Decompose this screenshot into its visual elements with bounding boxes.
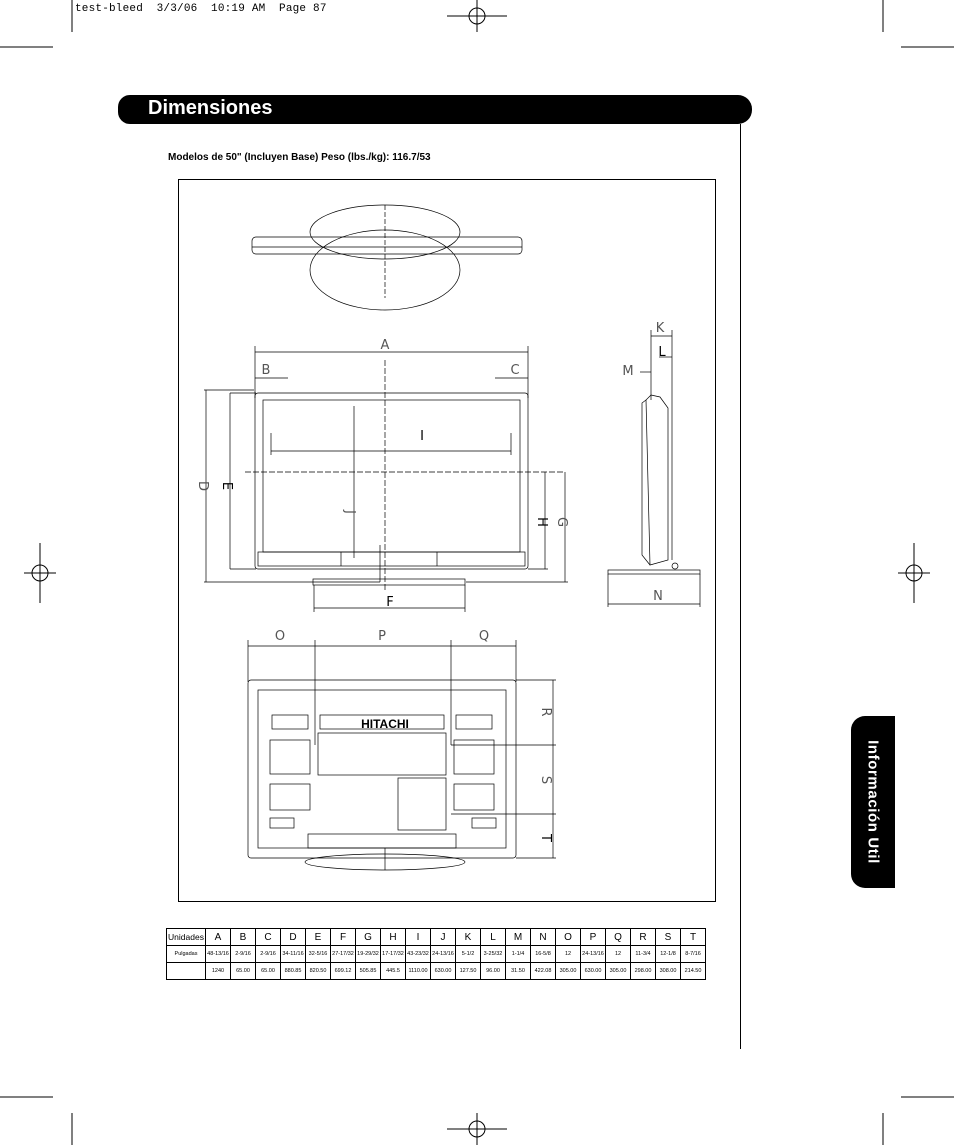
label-N: N	[653, 589, 663, 604]
table-cell: 3-25/32	[481, 946, 506, 963]
table-row-mm	[167, 963, 706, 980]
label-J: J	[342, 510, 357, 514]
table-cell: 127.50	[456, 963, 481, 980]
table-cell: L	[481, 929, 506, 946]
table-cell: O	[556, 929, 581, 946]
side-view-body	[646, 395, 668, 565]
label-F: F	[386, 595, 394, 610]
table-cell: K	[456, 929, 481, 946]
table-row-columns	[167, 929, 706, 946]
table-cell: I	[406, 929, 431, 946]
table-cell: 1-1/4	[506, 946, 531, 963]
table-cell: 8-7/16	[681, 946, 706, 963]
row-header: Unidades	[167, 929, 206, 946]
table-cell: N	[531, 929, 556, 946]
table-cell: 65.00	[231, 963, 256, 980]
table-cell: Q	[606, 929, 631, 946]
row-header	[167, 963, 206, 980]
table-cell: 34-11/16	[281, 946, 306, 963]
table-row-inches	[167, 946, 706, 963]
table-cell: 19-29/32	[356, 946, 381, 963]
table-cell: 505.85	[356, 963, 381, 980]
chapter-tab-label: Información Util	[864, 740, 882, 864]
table-cell: R	[631, 929, 656, 946]
table-cell: 305.00	[606, 963, 631, 980]
front-view-body	[255, 393, 528, 569]
label-B: B	[261, 363, 271, 378]
table-cell: G	[356, 929, 381, 946]
table-cell: J	[431, 929, 456, 946]
table-cell: 48-13/16	[206, 946, 231, 963]
label-L: L	[658, 345, 666, 360]
label-K: K	[655, 321, 665, 336]
table-cell: 214.50	[681, 963, 706, 980]
top-view-body	[252, 237, 522, 254]
table-cell: 1240	[206, 963, 231, 980]
label-H: H	[534, 517, 549, 527]
label-E: E	[219, 481, 234, 491]
table-cell: E	[306, 929, 331, 946]
table-cell: 16-5/8	[531, 946, 556, 963]
table-cell: H	[381, 929, 406, 946]
table-cell: 27-17/32	[331, 946, 356, 963]
table-cell: 1110.00	[406, 963, 431, 980]
table-cell: 31.50	[506, 963, 531, 980]
label-M: M	[622, 364, 634, 379]
label-S: S	[538, 775, 553, 785]
table-cell: F	[331, 929, 356, 946]
table-cell: D	[281, 929, 306, 946]
table-cell: 422.08	[531, 963, 556, 980]
table-cell: 17-17/32	[381, 946, 406, 963]
dimensions-table	[166, 928, 706, 980]
print-slug: test-bleed 3/3/06 10:19 AM Page 87	[75, 3, 327, 15]
rear-view-body	[248, 680, 516, 858]
table-cell: 308.00	[656, 963, 681, 980]
table-cell: 630.00	[581, 963, 606, 980]
table-cell: S	[656, 929, 681, 946]
table-cell: 65.00	[256, 963, 281, 980]
table-cell: 12-1/8	[656, 946, 681, 963]
table-cell: 820.50	[306, 963, 331, 980]
table-cell: 24-13/16	[581, 946, 606, 963]
label-I: I	[420, 429, 424, 444]
table-cell: 699.12	[331, 963, 356, 980]
label-P: P	[378, 629, 386, 644]
label-O: O	[274, 629, 286, 644]
table-cell: C	[256, 929, 281, 946]
table-cell: 5-1/2	[456, 946, 481, 963]
label-G: G	[554, 516, 569, 528]
table-cell: P	[581, 929, 606, 946]
table-cell: 2-9/16	[256, 946, 281, 963]
table-cell: 298.00	[631, 963, 656, 980]
table-cell: 32-5/16	[306, 946, 331, 963]
label-R: R	[538, 707, 553, 717]
table-cell: M	[506, 929, 531, 946]
table-cell: 2-9/16	[231, 946, 256, 963]
table-cell: 43-23/32	[406, 946, 431, 963]
label-A: A	[380, 338, 390, 353]
table-cell: 24-13/16	[431, 946, 456, 963]
table-cell: 880.85	[281, 963, 306, 980]
table-cell: A	[206, 929, 231, 946]
label-D: D	[195, 480, 210, 492]
section-title: Dimensiones	[148, 97, 273, 119]
row-header: Pulgadas	[167, 946, 206, 963]
table-cell: T	[681, 929, 706, 946]
label-C: C	[510, 363, 520, 378]
table-cell: 96.00	[481, 963, 506, 980]
table-cell: 11-3/4	[631, 946, 656, 963]
table-cell: 12	[556, 946, 581, 963]
table-cell: 445.5	[381, 963, 406, 980]
table-cell: 12	[606, 946, 631, 963]
label-T: T	[538, 834, 553, 842]
model-weight-caption: Modelos de 50" (Incluyen Base) Peso (lbs./kg): 116.7/53	[168, 152, 431, 163]
table-cell: B	[231, 929, 256, 946]
label-Q: Q	[478, 629, 490, 644]
table-cell: 630.00	[431, 963, 456, 980]
table-cell: 305.00	[556, 963, 581, 980]
rear-brand-logo: HITACHI	[361, 717, 409, 731]
